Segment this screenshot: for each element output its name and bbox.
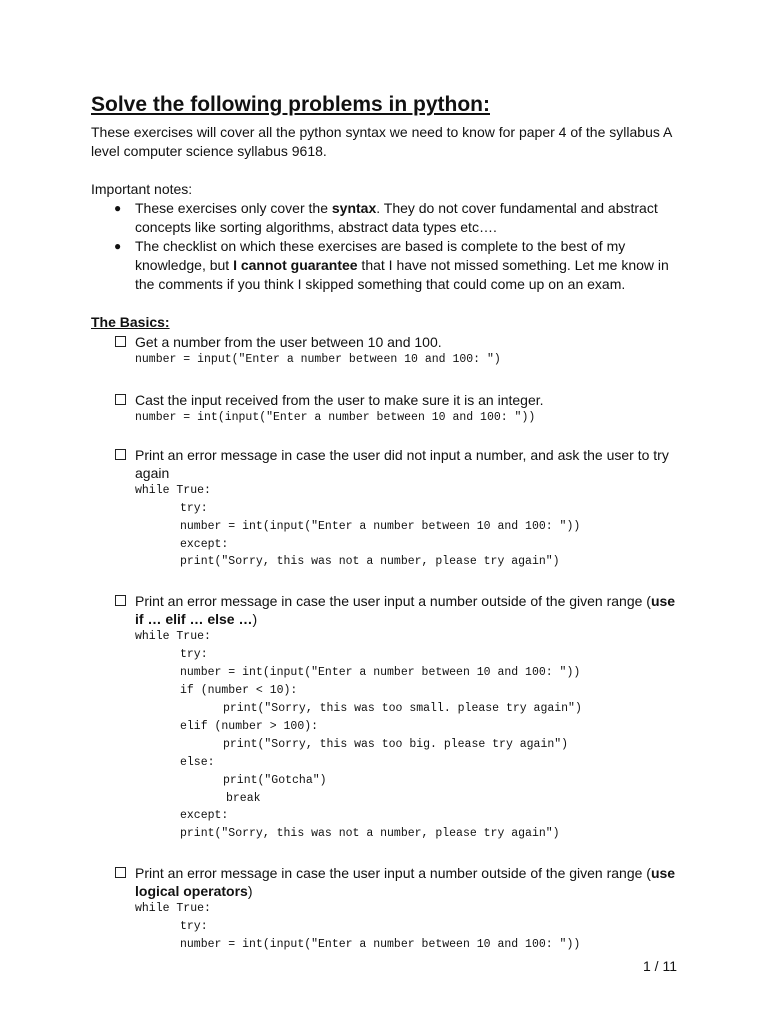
code-line: except:	[180, 537, 229, 551]
code-line: while True:	[135, 630, 211, 644]
code-line: try:	[180, 648, 208, 662]
exercise-question: Cast the input received from the user to make sure it is an integer.	[135, 391, 544, 408]
page-number: 1 / 11	[643, 958, 677, 974]
notes-heading: Important notes:	[91, 181, 193, 197]
checkbox[interactable]	[115, 394, 126, 405]
note-item: ● These exercises only cover the syntax. They do not cover fundamental and abstract concepts like sorting algorithms, abstract data types etc….	[114, 200, 658, 235]
exercise-question: Print an error message in case the user did not input a number, and ask the user to try again	[135, 446, 669, 481]
exercise-item	[91, 333, 681, 369]
code-line: print("Sorry, this was too big. please try again")	[223, 737, 569, 751]
bullet-icon: ●	[114, 201, 122, 215]
exercise-item	[91, 446, 681, 572]
code-line: try:	[180, 920, 208, 934]
exercise-item	[91, 391, 681, 427]
code-line: print("Sorry, this was too small. please try again")	[223, 701, 582, 715]
exercise-item	[91, 592, 681, 843]
document-page	[91, 92, 681, 954]
code-line: break	[226, 791, 261, 805]
notes-list	[91, 199, 681, 294]
code-line: if (number < 10):	[180, 684, 298, 698]
bullet-icon: ●	[114, 239, 122, 253]
code-line: number = int(input("Enter a number between 10 and 100: "))	[180, 938, 581, 952]
exercise-question: Print an error message in case the user input a number outside of the given range (use logical operators)	[135, 865, 676, 900]
code-line: while True:	[135, 902, 211, 916]
code-line: except:	[180, 809, 229, 823]
code-line: try:	[180, 501, 208, 515]
section-heading-basics: The Basics:	[91, 314, 170, 330]
checkbox[interactable]	[115, 449, 126, 460]
code-line: while True:	[135, 483, 211, 497]
code-line: number = int(input("Enter a number between 10 and 100: "))	[135, 410, 536, 424]
exercise-item	[91, 864, 681, 954]
code-line: number = int(input("Enter a number between 10 and 100: "))	[180, 666, 581, 680]
code-line: print("Sorry, this was not a number, please try again")	[180, 827, 560, 841]
checkbox[interactable]	[115, 595, 126, 606]
exercise-question: Get a number from the user between 10 and 100.	[135, 334, 442, 350]
code-line: number = int(input("Enter a number between 10 and 100: "))	[180, 519, 581, 533]
note-item: ● The checklist on which these exercises are based is complete to the best of my knowledge, but I cannot guarantee that I have not missed something. Let me know in the comments if you think I skipped something that could come up on an exam.	[114, 238, 669, 292]
page-title: Solve the following problems in python:	[91, 93, 490, 116]
code-line: print("Gotcha")	[223, 773, 327, 787]
code-line: elif (number > 100):	[180, 719, 319, 733]
code-line: print("Sorry, this was not a number, please try again")	[180, 555, 560, 569]
checkbox[interactable]	[115, 867, 126, 878]
code-line: number = input("Enter a number between 10 and 100: ")	[135, 353, 501, 366]
checkbox[interactable]	[115, 336, 126, 347]
intro-paragraph: These exercises will cover all the python syntax we need to know for paper 4 of the syllabus A level computer science syllabus 9618.	[91, 124, 672, 159]
exercise-question: Print an error message in case the user input a number outside of the given range (use if … elif … else …)	[135, 593, 676, 628]
code-line: else:	[180, 755, 215, 769]
